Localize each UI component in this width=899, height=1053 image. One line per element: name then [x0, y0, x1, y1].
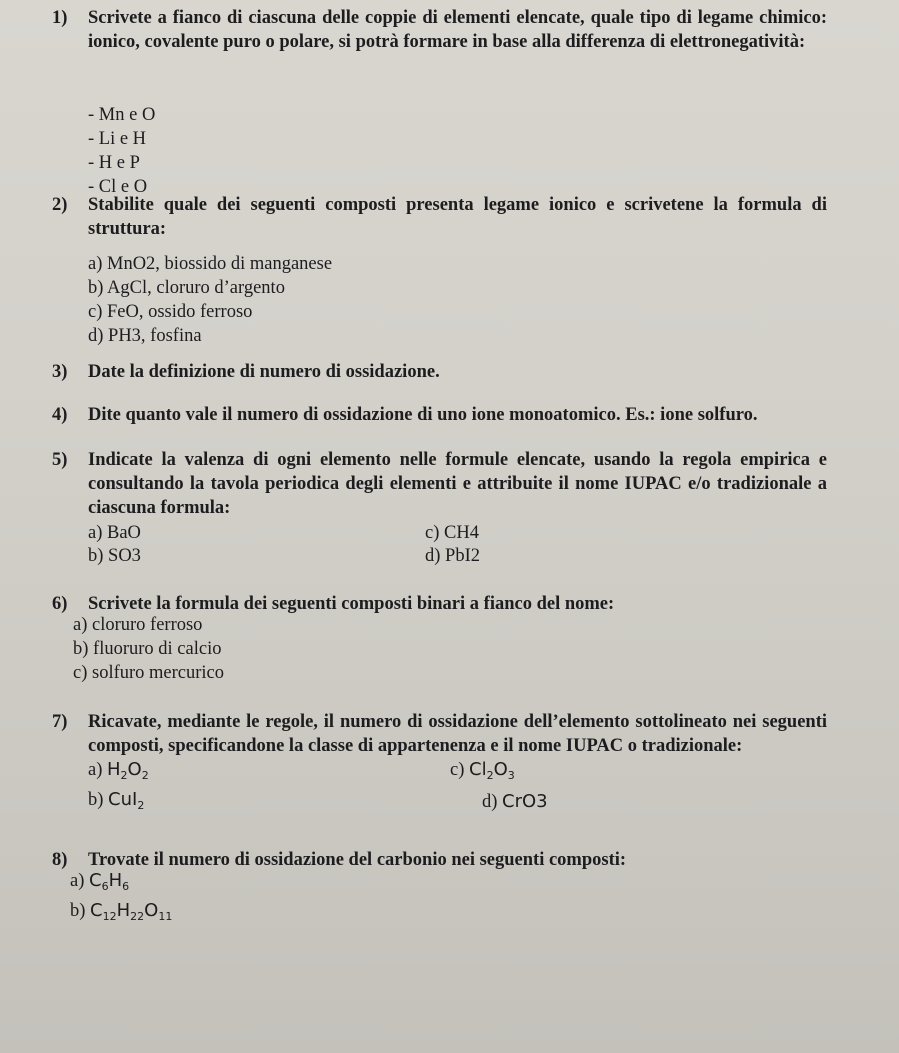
question-number: 6)	[52, 594, 68, 614]
question-5	[52, 448, 827, 520]
question-7-item-d	[482, 789, 548, 815]
item-label: a)	[88, 760, 103, 780]
question-text: Dite quanto vale il numero di ossidazione di uno ione monoatomico. Es.: ione solfuro.	[88, 405, 758, 425]
question-number: 4)	[52, 405, 68, 425]
question-6-list	[73, 613, 224, 685]
question-7-item-a	[88, 757, 149, 783]
question-5-item-c: c) CH4	[425, 523, 479, 543]
question-text: Trovate il numero di ossidazione del carbonio nei seguenti composti:	[88, 850, 627, 870]
formula: CuI$_2$	[108, 789, 145, 812]
question-5-item-a: a) BaO	[88, 523, 141, 543]
list-item: - Li e H	[88, 129, 147, 149]
question-4	[52, 403, 827, 427]
question-5-item-d: d) PbI2	[425, 546, 480, 566]
question-8-item-a	[70, 868, 129, 894]
question-number: 7)	[52, 712, 68, 732]
question-text: Indicate la valenza di ogni elemento nelle formule elencate, usando la regola empirica e consultando la tavola periodica degli elementi e attribuite il nome IUPAC e/o tradizionale a ciascuna formula:	[88, 450, 827, 518]
list-item: - Cl e O	[88, 177, 148, 197]
question-number: 3)	[52, 362, 68, 382]
formula: $C_{12}H_{22}O_{11}$	[90, 900, 173, 923]
list-item: - H e P	[88, 153, 140, 173]
question-1	[52, 6, 827, 54]
list-item: a) MnO2, biossido di manganese	[88, 254, 333, 274]
question-number: 2)	[52, 195, 68, 215]
formula: $H_2O_2$	[107, 759, 149, 782]
question-5-item-b: b) SO3	[88, 546, 141, 566]
question-text: Date la definizione di numero di ossidazione.	[88, 362, 440, 382]
question-text: Scrivete la formula dei seguenti composti binari a fianco del nome:	[88, 594, 615, 614]
item-label: c)	[450, 760, 465, 780]
formula: CrO3	[502, 791, 548, 812]
list-item: c) FeO, ossido ferroso	[88, 302, 253, 322]
question-text: Scrivete a fianco di ciascuna delle coppie di elementi elencate, quale tipo di legame chimico: ionico, covalente puro o polare, si potrà formare in base alla differenza di elettronegatività:	[88, 8, 827, 52]
list-item: c) solfuro mercurico	[73, 663, 225, 683]
question-8	[52, 848, 827, 872]
list-item: - Mn e O	[88, 105, 156, 125]
formula: $C_6H_6$	[89, 870, 130, 893]
question-3	[52, 360, 827, 384]
question-text: Ricavate, mediante le regole, il numero di ossidazione dell’elemento sottolineato nei seguenti composti, specificandone la classe di appartenenza e il nome IUPAC o tradizionale:	[88, 712, 827, 756]
list-item: d) PH3, fosfina	[88, 326, 202, 346]
question-8-item-b	[70, 898, 172, 924]
question-2	[52, 193, 827, 241]
question-number: 5)	[52, 450, 68, 470]
question-text: Stabilite quale dei seguenti composti presenta legame ionico e scrivetene la formula di struttura:	[88, 195, 827, 239]
question-2-list	[88, 252, 332, 348]
question-number: 8)	[52, 850, 68, 870]
question-7	[52, 710, 827, 758]
item-label: a)	[70, 871, 85, 891]
item-label: b)	[70, 901, 86, 921]
question-number: 1)	[52, 8, 68, 28]
item-label: d)	[482, 792, 498, 812]
question-7-item-c	[450, 757, 515, 783]
question-1-list	[88, 103, 155, 199]
list-item: b) AgCl, cloruro d’argento	[88, 278, 285, 298]
list-item: a) cloruro ferroso	[73, 615, 203, 635]
formula: $Cl_2O_3$	[469, 759, 515, 782]
list-item: b) fluoruro di calcio	[73, 639, 222, 659]
question-7-item-b	[88, 787, 144, 813]
item-label: b)	[88, 790, 104, 810]
